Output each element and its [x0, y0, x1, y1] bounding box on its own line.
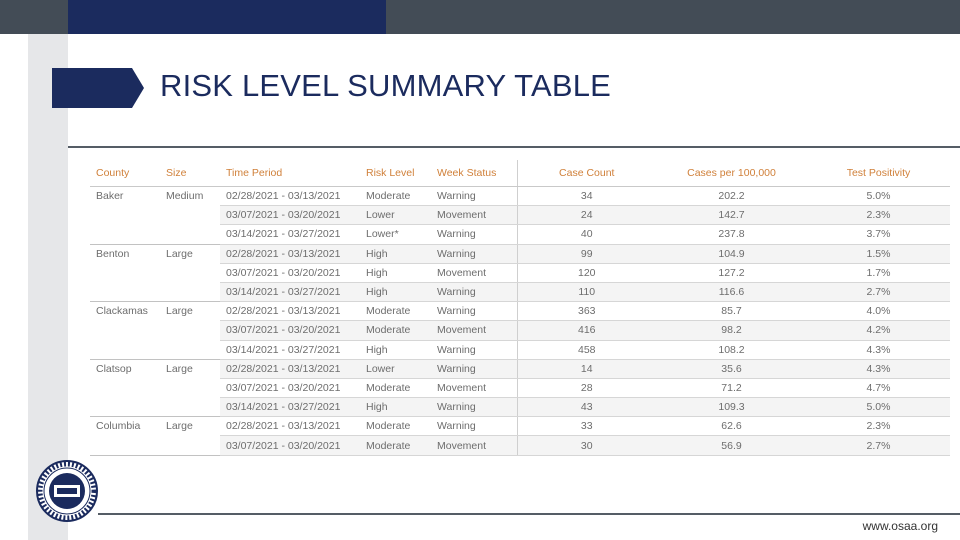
case-count-cell: 28 [517, 378, 656, 397]
test-positivity-cell: 4.0% [807, 302, 950, 321]
title-tab-arrow-icon [52, 68, 144, 108]
week-status-cell: Movement [431, 378, 517, 397]
table-row [90, 244, 950, 263]
cases-per-100k-cell: 108.2 [656, 340, 807, 359]
size-cell: Large [160, 244, 220, 302]
time-period-cell: 03/07/2021 - 03/20/2021 [220, 263, 360, 282]
risk-level-table [90, 160, 950, 456]
risk-level-cell: Moderate [360, 321, 431, 340]
week-status-cell: Warning [431, 244, 517, 263]
cases-per-100k-cell: 127.2 [656, 263, 807, 282]
case-count-cell: 99 [517, 244, 656, 263]
header-risk-level[interactable]: Risk Level [360, 160, 431, 187]
week-status-cell: Warning [431, 302, 517, 321]
risk-level-table-container [90, 160, 950, 456]
week-status-cell: Warning [431, 417, 517, 436]
cases-per-100k-cell: 237.8 [656, 225, 807, 244]
cases-per-100k-cell: 202.2 [656, 187, 807, 206]
cases-per-100k-cell: 56.9 [656, 436, 807, 455]
week-status-cell: Warning [431, 340, 517, 359]
county-cell: Baker [90, 187, 160, 245]
risk-level-cell: High [360, 244, 431, 263]
header-test-positivity[interactable]: Test Positivity [807, 160, 950, 187]
time-period-cell: 03/07/2021 - 03/20/2021 [220, 206, 360, 225]
time-period-cell: 03/14/2021 - 03/27/2021 [220, 282, 360, 301]
time-period-cell: 02/28/2021 - 03/13/2021 [220, 417, 360, 436]
county-cell: Columbia [90, 417, 160, 455]
test-positivity-cell: 5.0% [807, 187, 950, 206]
case-count-cell: 30 [517, 436, 656, 455]
osaa-seal-icon [36, 460, 98, 522]
week-status-cell: Movement [431, 321, 517, 340]
table-row [90, 302, 950, 321]
time-period-cell: 03/07/2021 - 03/20/2021 [220, 378, 360, 397]
case-count-cell: 34 [517, 187, 656, 206]
risk-level-cell: Lower [360, 206, 431, 225]
header-size[interactable]: Size [160, 160, 220, 187]
week-status-cell: Warning [431, 187, 517, 206]
county-cell: Clackamas [90, 302, 160, 360]
header-county[interactable]: County [90, 160, 160, 187]
week-status-cell: Movement [431, 206, 517, 225]
header-row [90, 160, 950, 187]
time-period-cell: 03/14/2021 - 03/27/2021 [220, 225, 360, 244]
case-count-cell: 110 [517, 282, 656, 301]
table-row [90, 417, 950, 436]
case-count-cell: 33 [517, 417, 656, 436]
test-positivity-cell: 4.2% [807, 321, 950, 340]
case-count-cell: 458 [517, 340, 656, 359]
risk-level-cell: High [360, 263, 431, 282]
cases-per-100k-cell: 98.2 [656, 321, 807, 340]
time-period-cell: 03/07/2021 - 03/20/2021 [220, 321, 360, 340]
case-count-cell: 24 [517, 206, 656, 225]
test-positivity-cell: 1.5% [807, 244, 950, 263]
risk-level-cell: Moderate [360, 187, 431, 206]
risk-level-cell: Moderate [360, 417, 431, 436]
cases-per-100k-cell: 71.2 [656, 378, 807, 397]
time-period-cell: 02/28/2021 - 03/13/2021 [220, 244, 360, 263]
test-positivity-cell: 2.3% [807, 417, 950, 436]
risk-level-cell: Moderate [360, 302, 431, 321]
risk-level-cell: Moderate [360, 436, 431, 455]
title-divider [68, 146, 960, 148]
time-period-cell: 02/28/2021 - 03/13/2021 [220, 302, 360, 321]
test-positivity-cell: 4.3% [807, 359, 950, 378]
size-cell: Large [160, 302, 220, 360]
week-status-cell: Warning [431, 225, 517, 244]
header-cases-per-100k[interactable]: Cases per 100,000 [656, 160, 807, 187]
risk-level-cell: Lower* [360, 225, 431, 244]
test-positivity-cell: 1.7% [807, 263, 950, 282]
time-period-cell: 03/14/2021 - 03/27/2021 [220, 398, 360, 417]
case-count-cell: 120 [517, 263, 656, 282]
cases-per-100k-cell: 116.6 [656, 282, 807, 301]
test-positivity-cell: 2.7% [807, 436, 950, 455]
risk-level-cell: Moderate [360, 378, 431, 397]
risk-level-cell: Lower [360, 359, 431, 378]
table-row [90, 187, 950, 206]
test-positivity-cell: 2.7% [807, 282, 950, 301]
test-positivity-cell: 4.3% [807, 340, 950, 359]
size-cell: Medium [160, 187, 220, 245]
county-cell: Benton [90, 244, 160, 302]
case-count-cell: 416 [517, 321, 656, 340]
header-time-period[interactable]: Time Period [220, 160, 360, 187]
cases-per-100k-cell: 85.7 [656, 302, 807, 321]
case-count-cell: 363 [517, 302, 656, 321]
case-count-cell: 43 [517, 398, 656, 417]
cases-per-100k-cell: 142.7 [656, 206, 807, 225]
risk-level-cell: High [360, 340, 431, 359]
table-body [90, 187, 950, 456]
test-positivity-cell: 2.3% [807, 206, 950, 225]
time-period-cell: 02/28/2021 - 03/13/2021 [220, 359, 360, 378]
case-count-cell: 14 [517, 359, 656, 378]
cases-per-100k-cell: 104.9 [656, 244, 807, 263]
risk-level-cell: High [360, 282, 431, 301]
week-status-cell: Movement [431, 436, 517, 455]
table-header [90, 160, 950, 187]
cases-per-100k-cell: 109.3 [656, 398, 807, 417]
time-period-cell: 03/07/2021 - 03/20/2021 [220, 436, 360, 455]
time-period-cell: 03/14/2021 - 03/27/2021 [220, 340, 360, 359]
top-banner-accent [68, 0, 386, 34]
cases-per-100k-cell: 35.6 [656, 359, 807, 378]
test-positivity-cell: 4.7% [807, 378, 950, 397]
page-title: RISK LEVEL SUMMARY TABLE [160, 68, 612, 103]
week-status-cell: Movement [431, 263, 517, 282]
size-cell: Large [160, 417, 220, 455]
footer-website-link[interactable]: www.osaa.org [862, 519, 938, 533]
cases-per-100k-cell: 62.6 [656, 417, 807, 436]
time-period-cell: 02/28/2021 - 03/13/2021 [220, 187, 360, 206]
case-count-cell: 40 [517, 225, 656, 244]
header-week-status[interactable]: Week Status [431, 160, 517, 187]
risk-level-cell: High [360, 398, 431, 417]
test-positivity-cell: 5.0% [807, 398, 950, 417]
header-case-count[interactable]: Case Count [517, 160, 656, 187]
county-cell: Clatsop [90, 359, 160, 417]
footer-divider [98, 513, 960, 515]
table-row [90, 359, 950, 378]
week-status-cell: Warning [431, 359, 517, 378]
week-status-cell: Warning [431, 398, 517, 417]
week-status-cell: Warning [431, 282, 517, 301]
size-cell: Large [160, 359, 220, 417]
test-positivity-cell: 3.7% [807, 225, 950, 244]
